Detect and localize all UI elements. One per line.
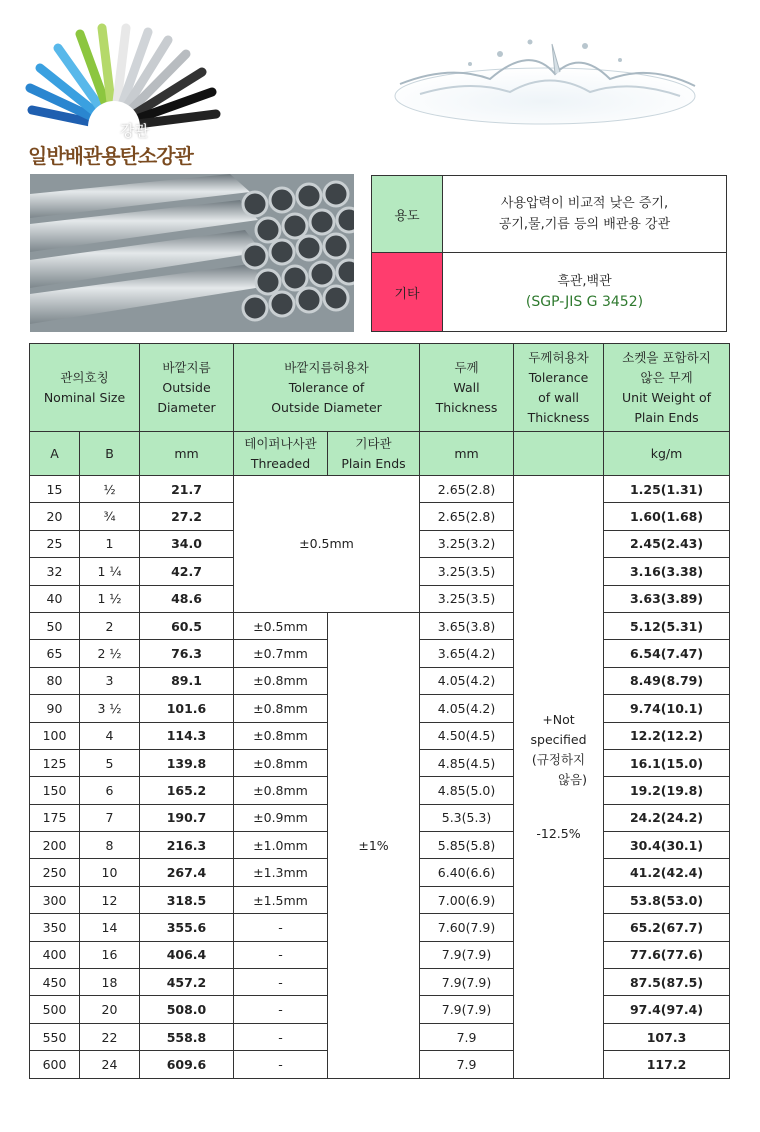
wall-thickness: 7.9(7.9) — [420, 941, 514, 968]
threaded-tolerance: ±0.8mm — [234, 749, 328, 776]
other-row — [372, 253, 726, 331]
other-label: 기타 — [372, 253, 443, 331]
unit-weight: 65.2(67.7) — [604, 914, 730, 941]
wall-thickness: 4.05(4.2) — [420, 695, 514, 722]
threaded-tolerance: ±1.0mm — [234, 832, 328, 859]
wall-tolerance-note-4: 않음) — [558, 771, 588, 787]
size-a: 40 — [30, 585, 80, 612]
logo-subtitle: 강관 — [120, 122, 149, 140]
header-nominal-ko: 관의호칭 — [60, 369, 109, 385]
usage-line-2: 공기,물,기름 등의 배관용 강관 — [498, 217, 671, 232]
header-tol-en1: Tolerance of — [288, 379, 365, 395]
size-a: 350 — [30, 914, 80, 941]
header-nominal-en: Nominal Size — [43, 389, 126, 405]
logo-title: 일반배관용탄소강관 — [28, 144, 193, 168]
unit-weight: 2.45(2.43) — [604, 530, 730, 557]
wall-thickness: 3.65(4.2) — [420, 640, 514, 667]
size-b: ¾ — [80, 503, 140, 530]
water-splash-image — [380, 24, 710, 134]
subheader-plain — [328, 432, 420, 476]
usage-line-1: 사용압력이 비교적 낮은 증기, — [500, 196, 669, 211]
size-b: 7 — [80, 804, 140, 831]
unit-weight: 117.2 — [604, 1051, 730, 1078]
size-a: 25 — [30, 530, 80, 557]
size-b: 14 — [80, 914, 140, 941]
outside-diameter: 34.0 — [140, 530, 234, 557]
outside-diameter: 114.3 — [140, 722, 234, 749]
size-a: 15 — [30, 476, 80, 503]
size-b: ½ — [80, 476, 140, 503]
outside-diameter: 508.0 — [140, 996, 234, 1023]
unit-weight: 5.12(5.31) — [604, 612, 730, 639]
wall-thickness: 3.25(3.5) — [420, 585, 514, 612]
size-b: 1 ¼ — [80, 558, 140, 585]
size-a: 90 — [30, 695, 80, 722]
size-b: 3 ½ — [80, 695, 140, 722]
size-a: 500 — [30, 996, 80, 1023]
size-b: 22 — [80, 1023, 140, 1050]
wall-thickness: 2.65(2.8) — [420, 503, 514, 530]
unit-weight: 3.63(3.89) — [604, 585, 730, 612]
unit-weight: 97.4(97.4) — [604, 996, 730, 1023]
wall-thickness: 3.25(3.5) — [420, 558, 514, 585]
outside-diameter: 48.6 — [140, 585, 234, 612]
size-a: 80 — [30, 667, 80, 694]
unit-weight: 107.3 — [604, 1023, 730, 1050]
size-b: 6 — [80, 777, 140, 804]
size-a: 600 — [30, 1051, 80, 1078]
size-a: 100 — [30, 722, 80, 749]
unit-weight: 12.2(12.2) — [604, 722, 730, 749]
unit-weight: 16.1(15.0) — [604, 749, 730, 776]
size-a: 450 — [30, 969, 80, 996]
unit-weight: 77.6(77.6) — [604, 941, 730, 968]
unit-weight: 87.5(87.5) — [604, 969, 730, 996]
subheader-a: A — [30, 432, 80, 476]
threaded-tolerance: ±0.8mm — [234, 695, 328, 722]
steel-pipes-photo — [30, 174, 354, 332]
threaded-tolerance: ±1.3mm — [234, 859, 328, 886]
size-b: 3 — [80, 667, 140, 694]
header-wtol-en2: of wall — [538, 389, 579, 405]
wall-tolerance-minus: -12.5% — [536, 825, 581, 841]
unit-weight: 30.4(30.1) — [604, 832, 730, 859]
outside-diameter: 165.2 — [140, 777, 234, 804]
wall-thickness: 7.9(7.9) — [420, 969, 514, 996]
size-a: 550 — [30, 1023, 80, 1050]
table-row — [30, 612, 730, 639]
header-wtol-ko: 두께허용차 — [528, 349, 589, 365]
header-nominal-size — [30, 344, 140, 432]
header-wall-ko: 두께 — [454, 359, 479, 375]
unit-weight: 9.74(10.1) — [604, 695, 730, 722]
header-od-ko: 바깥지름 — [162, 359, 211, 375]
wall-thickness: 4.50(4.5) — [420, 722, 514, 749]
outside-diameter: 406.4 — [140, 941, 234, 968]
size-a: 250 — [30, 859, 80, 886]
wall-tolerance-note-3: (규정하지 — [531, 751, 586, 767]
header-weight-ko1: 소켓을 포함하지 — [622, 349, 711, 365]
size-b: 4 — [80, 722, 140, 749]
size-a: 300 — [30, 886, 80, 913]
threaded-tolerance: - — [234, 914, 328, 941]
size-b: 5 — [80, 749, 140, 776]
unit-weight: 6.54(7.47) — [604, 640, 730, 667]
info-box — [371, 175, 727, 332]
subheader-weight-unit: kg/m — [604, 432, 730, 476]
threaded-tolerance: ±0.5mm — [234, 612, 328, 639]
usage-value — [443, 176, 726, 252]
threaded-tolerance: - — [234, 941, 328, 968]
size-b: 16 — [80, 941, 140, 968]
outside-diameter: 101.6 — [140, 695, 234, 722]
header-wtol-en3: Thickness — [527, 409, 590, 425]
other-value — [443, 253, 726, 331]
header-weight-en1: Unit Weight of — [622, 389, 712, 405]
wall-thickness: 2.65(2.8) — [420, 476, 514, 503]
threaded-tolerance: - — [234, 996, 328, 1023]
unit-weight: 1.25(1.31) — [604, 476, 730, 503]
outside-diameter: 27.2 — [140, 503, 234, 530]
size-a: 50 — [30, 612, 80, 639]
size-a: 32 — [30, 558, 80, 585]
header-wall-thickness — [420, 344, 514, 432]
od-tolerance-small: ±0.5mm — [234, 476, 420, 613]
unit-weight: 24.2(24.2) — [604, 804, 730, 831]
header-wall-tolerance — [514, 344, 604, 432]
other-line-1: 흑관,백관 — [557, 274, 612, 289]
wall-thickness: 5.85(5.8) — [420, 832, 514, 859]
unit-weight: 19.2(19.8) — [604, 777, 730, 804]
wall-thickness: 7.9 — [420, 1023, 514, 1050]
outside-diameter: 139.8 — [140, 749, 234, 776]
wall-thickness: 7.9 — [420, 1051, 514, 1078]
unit-weight: 8.49(8.79) — [604, 667, 730, 694]
wall-thickness: 5.3(5.3) — [420, 804, 514, 831]
threaded-tolerance: - — [234, 1023, 328, 1050]
size-b: 12 — [80, 886, 140, 913]
subheader-wall-unit: mm — [420, 432, 514, 476]
header-outside-diameter — [140, 344, 234, 432]
wall-thickness: 7.9(7.9) — [420, 996, 514, 1023]
subheader-threaded — [234, 432, 328, 476]
subheader-threaded-en: Threaded — [250, 455, 311, 471]
wall-tolerance-cell — [514, 476, 604, 1079]
outside-diameter: 21.7 — [140, 476, 234, 503]
size-a: 200 — [30, 832, 80, 859]
unit-weight: 1.60(1.68) — [604, 503, 730, 530]
table-row — [30, 476, 730, 503]
wall-tolerance-note-2: specified — [530, 731, 587, 747]
threaded-tolerance: ±0.8mm — [234, 667, 328, 694]
size-b: 2 — [80, 612, 140, 639]
outside-diameter: 609.6 — [140, 1051, 234, 1078]
size-a: 150 — [30, 777, 80, 804]
header-tol-en2: Outside Diameter — [271, 399, 382, 415]
size-b: 18 — [80, 969, 140, 996]
wall-thickness: 4.05(4.2) — [420, 667, 514, 694]
threaded-tolerance: ±0.8mm — [234, 722, 328, 749]
subheader-b: B — [80, 432, 140, 476]
subheader-plain-en: Plain Ends — [341, 455, 406, 471]
wall-thickness: 7.60(7.9) — [420, 914, 514, 941]
size-a: 400 — [30, 941, 80, 968]
brand-logo — [22, 22, 232, 168]
threaded-tolerance: - — [234, 969, 328, 996]
outside-diameter: 558.8 — [140, 1023, 234, 1050]
outside-diameter: 89.1 — [140, 667, 234, 694]
wall-thickness: 4.85(4.5) — [420, 749, 514, 776]
header-tol-ko: 바깥지름허용차 — [284, 359, 369, 375]
table-body — [30, 476, 730, 1079]
wall-thickness: 3.65(3.8) — [420, 612, 514, 639]
subheader-threaded-ko: 테이퍼나사관 — [244, 435, 317, 451]
threaded-tolerance: ±0.7mm — [234, 640, 328, 667]
outside-diameter: 457.2 — [140, 969, 234, 996]
pipe-spec-table — [29, 343, 730, 1079]
header-weight-en2: Plain Ends — [634, 409, 699, 425]
outside-diameter: 355.6 — [140, 914, 234, 941]
header-wall-en1: Wall — [453, 379, 480, 395]
unit-weight: 3.16(3.38) — [604, 558, 730, 585]
size-b: 1 ½ — [80, 585, 140, 612]
wall-thickness: 6.40(6.6) — [420, 859, 514, 886]
wall-tolerance-note-1: +Not — [542, 711, 575, 727]
size-b: 10 — [80, 859, 140, 886]
size-b: 2 ½ — [80, 640, 140, 667]
wall-thickness: 3.25(3.2) — [420, 530, 514, 557]
size-b: 24 — [80, 1051, 140, 1078]
spacer — [516, 790, 601, 824]
outside-diameter: 190.7 — [140, 804, 234, 831]
outside-diameter: 60.5 — [140, 612, 234, 639]
header-od-en2: Diameter — [157, 399, 216, 415]
outside-diameter: 267.4 — [140, 859, 234, 886]
standard-code: (SGP-JIS G 3452) — [525, 294, 644, 310]
header-od-tolerance — [234, 344, 420, 432]
header-weight-ko2: 않은 무게 — [640, 369, 693, 385]
header-wtol-en1: Tolerance — [528, 369, 589, 385]
size-a: 125 — [30, 749, 80, 776]
outside-diameter: 42.7 — [140, 558, 234, 585]
size-a: 20 — [30, 503, 80, 530]
subheader-od-unit: mm — [140, 432, 234, 476]
outside-diameter: 318.5 — [140, 886, 234, 913]
header-wall-en2: Thickness — [435, 399, 498, 415]
usage-row — [372, 176, 726, 253]
size-a: 175 — [30, 804, 80, 831]
threaded-tolerance: ±1.5mm — [234, 886, 328, 913]
outside-diameter: 76.3 — [140, 640, 234, 667]
unit-weight: 41.2(42.4) — [604, 859, 730, 886]
usage-label: 용도 — [372, 176, 443, 252]
size-b: 8 — [80, 832, 140, 859]
header-od-en1: Outside — [162, 379, 211, 395]
subheader-plain-ko: 기타관 — [355, 435, 392, 451]
outside-diameter: 216.3 — [140, 832, 234, 859]
size-b: 20 — [80, 996, 140, 1023]
wall-thickness: 7.00(6.9) — [420, 886, 514, 913]
threaded-tolerance: ±0.9mm — [234, 804, 328, 831]
plain-end-tolerance: ±1% — [328, 612, 420, 1078]
wall-thickness: 4.85(5.0) — [420, 777, 514, 804]
size-b: 1 — [80, 530, 140, 557]
threaded-tolerance: - — [234, 1051, 328, 1078]
unit-weight: 53.8(53.0) — [604, 886, 730, 913]
header-unit-weight — [604, 344, 730, 432]
threaded-tolerance: ±0.8mm — [234, 777, 328, 804]
size-a: 65 — [30, 640, 80, 667]
subheader-wall-tol-empty — [514, 432, 604, 476]
